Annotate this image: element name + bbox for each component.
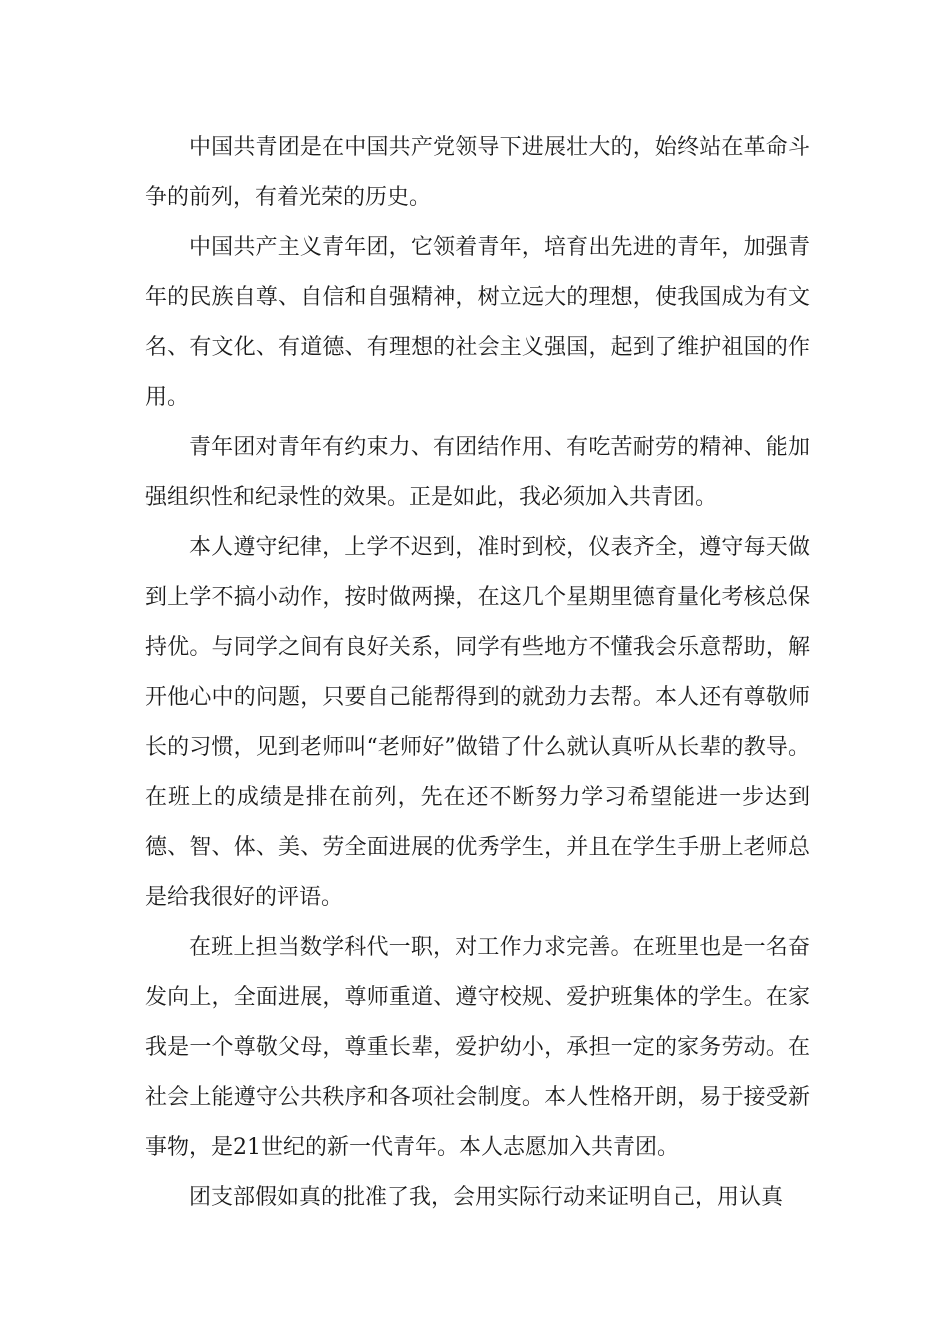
document-body <box>145 123 810 1223</box>
paragraph-1: 中国共青团是在中国共产党领导下进展壮大的，始终站在革命斗争的前列，有着光荣的历史。 <box>145 135 810 210</box>
paragraph-2: 中国共产主义青年团，它领着青年，培育出先进的青年，加强青年的民族自尊、自信和自强精神，树立远大的理想，使我国成为有文名、有文化、有道德、有理想的社会主义强国，起到了维护祖国的作用。 <box>145 235 810 410</box>
paragraph-3: 青年团对青年有约束力、有团结作用、有吃苦耐劳的精神、能加强组织性和纪录性的效果。正是如此，我必须加入共青团。 <box>145 435 810 510</box>
paragraph-4: 本人遵守纪律，上学不迟到，准时到校，仪表齐全，遵守每天做到上学不搞小动作，按时做两操，在这几个星期里德育量化考核总保持优。与同学之间有良好关系，同学有些地方不懂我会乐意帮助，解开他心中的问题，只要自己能帮得到的就劲力去帮。本人还有尊敬师长的习惯，见到老师叫“老师好”做错了什么就认真听从长辈的教导。在班上的成绩是排在前列，先在还不断努力学习希望能进一步达到德、智、体、美、劳全面进展的优秀学生，并且在学生手册上老师总是给我很好的评语。 <box>145 535 810 910</box>
paragraph-5: 在班上担当数学科代一职，对工作力求完善。在班里也是一名奋发向上，全面进展，尊师重道、遵守校规、爱护班集体的学生。在家我是一个尊敬父母，尊重长辈，爱护幼小，承担一定的家务劳动。在社会上能遵守公共秩序和各项社会制度。本人性格开朗，易于接受新事物，是21世纪的新一代青年。本人志愿加入共青团。 <box>145 935 810 1160</box>
paragraph-6: 团支部假如真的批准了我，会用实际行动来证明自己，用认真 <box>189 1185 784 1210</box>
